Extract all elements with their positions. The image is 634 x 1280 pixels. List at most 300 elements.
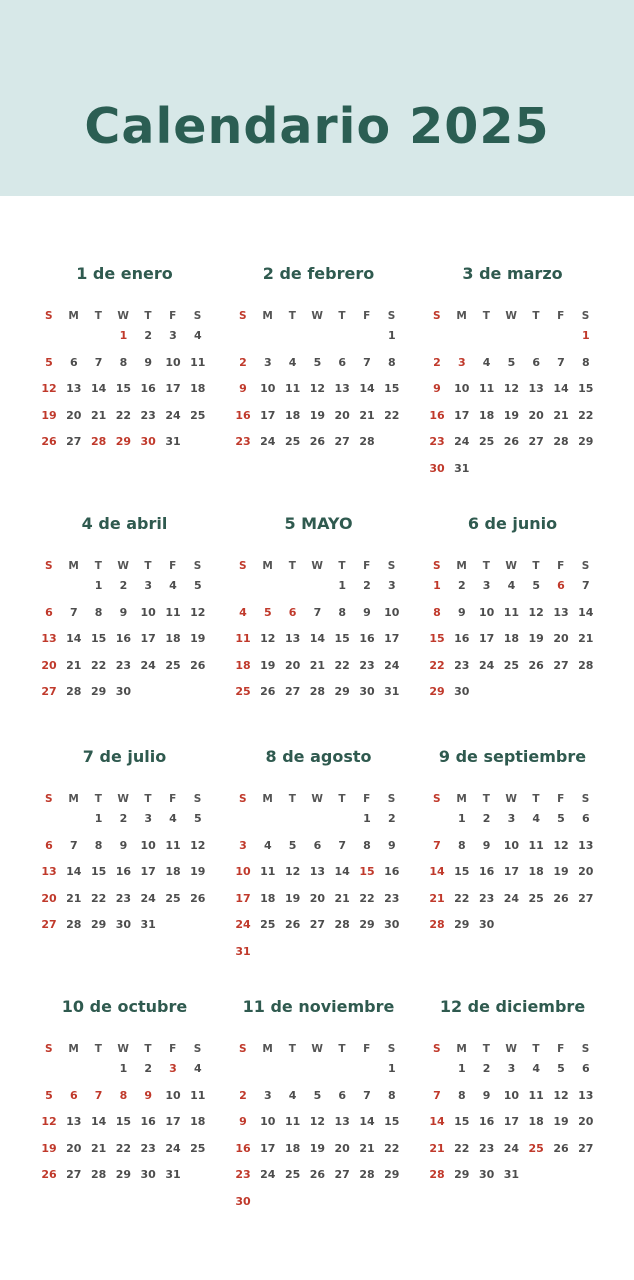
calendar-day: 19 (260, 658, 276, 672)
calendar-day: 31 (140, 918, 156, 931)
calendar-day: 26 (41, 435, 57, 448)
calendar-day: 23 (115, 658, 132, 672)
calendar-day: 2 (119, 579, 128, 592)
calendar-day: 31 (384, 685, 400, 698)
calendar-day: 6 (557, 579, 565, 592)
calendar-day: 10 (260, 382, 276, 395)
calendar-day: 28 (578, 658, 594, 672)
calendar-day: 2 (482, 1062, 491, 1075)
calendar-day: 12 (553, 1088, 569, 1102)
calendar-day: 11 (165, 605, 181, 619)
calendar-day: 19 (41, 1141, 57, 1155)
calendar-day: 25 (528, 891, 544, 905)
calendar-day: 16 (478, 1115, 495, 1128)
calendar-day: 28 (359, 435, 375, 448)
month-title: 7 de julio (82, 747, 167, 766)
calendar-day: 6 (69, 355, 78, 369)
header-banner (0, 0, 634, 196)
weekday-header: W (117, 310, 130, 322)
calendar-day: 24 (260, 435, 276, 448)
weekday-header: S (44, 560, 54, 572)
calendar-day: 1 (433, 579, 441, 592)
calendar-day: 29 (578, 435, 594, 448)
calendar-day: 6 (338, 1088, 347, 1102)
calendar-day: 14 (553, 382, 569, 395)
weekday-header: W (117, 793, 130, 805)
weekday-header: T (94, 560, 103, 572)
weekday-header: F (557, 310, 565, 322)
calendar-day: 25 (165, 658, 181, 672)
calendar-day: 9 (119, 605, 128, 619)
calendar-day: 25 (528, 1141, 544, 1155)
calendar-day: 26 (553, 1141, 569, 1155)
calendar-day: 4 (169, 579, 177, 592)
calendar-day: 4 (532, 812, 541, 825)
calendar-day: 7 (557, 355, 565, 369)
weekday-header: S (44, 793, 54, 805)
calendar-day: 18 (165, 865, 181, 878)
calendar-day: 16 (115, 632, 132, 645)
calendar-day: 4 (263, 838, 272, 852)
calendar-day: 15 (384, 382, 400, 395)
calendar-day: 22 (115, 408, 132, 422)
calendar-day: 13 (41, 865, 57, 878)
calendar-day: 9 (482, 1088, 491, 1102)
weekday-header: W (311, 560, 324, 572)
calendar-day: 21 (429, 1141, 445, 1155)
calendar-day: 17 (503, 1115, 520, 1128)
calendar-day: 5 (193, 812, 202, 825)
calendar-day: 29 (454, 1168, 470, 1181)
calendar-day: 6 (313, 838, 322, 852)
weekday-header: S (581, 793, 590, 805)
weekday-header: T (288, 560, 297, 572)
weekday-header: W (505, 310, 518, 322)
calendar-day: 3 (507, 1062, 516, 1075)
calendar-day: 4 (193, 329, 202, 342)
calendar-day: 28 (334, 918, 350, 931)
weekday-header: T (482, 560, 491, 572)
weekday-header: M (68, 1043, 80, 1055)
calendar-day: 6 (581, 812, 590, 825)
calendar-day: 22 (454, 891, 470, 905)
calendar-day: 7 (94, 355, 103, 369)
calendar-day: 31 (165, 435, 181, 448)
calendar-day: 9 (239, 1115, 247, 1128)
calendar-day: 16 (384, 865, 400, 878)
calendar-day: 25 (284, 1168, 301, 1181)
calendar-day: 8 (94, 605, 103, 619)
calendar-day: 3 (457, 355, 466, 369)
calendar-day: 7 (313, 605, 322, 619)
calendar-day: 8 (119, 355, 128, 369)
weekday-header: T (532, 560, 541, 572)
calendar-day: 28 (66, 918, 82, 931)
calendar-day: 29 (454, 918, 470, 931)
weekday-header: T (338, 310, 347, 322)
calendar-day: 12 (309, 382, 326, 395)
calendar-day: 27 (528, 435, 544, 448)
calendar-day: 1 (94, 812, 103, 825)
calendar-day: 30 (478, 918, 495, 931)
calendar-day: 15 (359, 865, 375, 878)
calendar-day: 7 (581, 579, 590, 592)
weekday-header: S (44, 310, 54, 322)
calendar-day: 6 (532, 355, 541, 369)
weekday-header: T (338, 1043, 347, 1055)
calendar-day: 15 (429, 632, 445, 645)
calendar-day: 14 (66, 632, 82, 645)
calendar-day: 23 (359, 658, 375, 672)
calendar-day: 20 (41, 658, 57, 672)
calendar-day: 22 (90, 891, 107, 905)
calendar-day: 15 (115, 1115, 132, 1128)
calendar-day: 16 (140, 382, 156, 395)
calendar-day: 1 (119, 1062, 128, 1075)
calendar-day: 21 (429, 891, 445, 905)
month-title: 12 de diciembre (439, 997, 586, 1016)
calendar-day: 27 (334, 1168, 350, 1181)
weekday-header: T (288, 310, 297, 322)
calendar-day: 3 (263, 355, 272, 369)
calendar-day: 10 (454, 382, 470, 395)
calendar-day: 5 (45, 355, 53, 369)
calendar-day: 28 (429, 1168, 445, 1181)
calendar-day: 16 (140, 1115, 156, 1128)
calendar-day: 27 (66, 435, 82, 448)
weekday-header: F (363, 560, 371, 572)
calendar-day: 22 (429, 658, 445, 672)
calendar-day: 27 (284, 685, 301, 698)
calendar-day: 15 (454, 1115, 470, 1128)
weekday-header: W (117, 1043, 130, 1055)
weekday-header: S (238, 310, 248, 322)
calendar-day: 12 (309, 1115, 326, 1128)
calendar-day: 28 (429, 918, 445, 931)
weekday-header: T (482, 793, 491, 805)
weekday-header: T (532, 793, 541, 805)
calendar-day: 14 (429, 1115, 445, 1128)
calendar-day: 9 (387, 838, 396, 852)
calendar-day: 13 (334, 1115, 350, 1128)
calendar-day: 12 (528, 605, 544, 619)
calendar-day: 8 (119, 1088, 128, 1102)
calendar-day: 13 (553, 605, 569, 619)
calendar-day: 16 (359, 632, 375, 645)
calendar-day: 22 (578, 408, 594, 422)
weekday-header: T (482, 1043, 491, 1055)
calendar-day: 24 (260, 1168, 276, 1181)
weekday-header: T (144, 560, 153, 572)
month-title: 10 de octubre (61, 997, 188, 1016)
calendar-day: 8 (457, 1088, 466, 1102)
calendar-day: 13 (528, 382, 544, 395)
calendar-day: 5 (263, 605, 272, 619)
calendar-day: 8 (581, 355, 590, 369)
calendar-day: 11 (478, 382, 495, 395)
calendar-day: 19 (528, 632, 544, 645)
calendar-day: 4 (169, 812, 177, 825)
calendar-day: 19 (190, 632, 206, 645)
weekday-header: T (482, 310, 491, 322)
calendar-day: 13 (578, 838, 594, 852)
calendar-day: 4 (507, 579, 516, 592)
calendar-day: 7 (69, 838, 78, 852)
calendar-day: 6 (581, 1062, 590, 1075)
weekday-header: S (238, 560, 248, 572)
calendar-day: 12 (503, 382, 520, 395)
calendar-day: 20 (66, 408, 82, 422)
calendar-day: 24 (503, 891, 520, 905)
weekday-header: T (338, 793, 347, 805)
calendar-day: 26 (260, 685, 276, 698)
calendar-day: 17 (140, 865, 156, 878)
calendar-day: 7 (363, 355, 371, 369)
calendar-day: 24 (384, 658, 400, 672)
calendar-day: 2 (144, 1062, 153, 1075)
calendar-day: 27 (66, 1168, 82, 1181)
calendar-day: 20 (334, 1141, 350, 1155)
calendar-day: 13 (284, 632, 301, 645)
calendar-day: 11 (503, 605, 520, 619)
calendar-day: 20 (41, 891, 57, 905)
weekday-header: T (288, 1043, 297, 1055)
calendar-day: 17 (478, 632, 495, 645)
calendar-day: 2 (119, 812, 128, 825)
calendar-day: 29 (334, 685, 350, 698)
calendar-day: 31 (454, 461, 470, 475)
calendar-day: 13 (41, 632, 57, 645)
calendar-day: 16 (454, 632, 470, 645)
calendar-day: 27 (553, 658, 569, 672)
calendar-day: 9 (433, 382, 441, 395)
calendar-day: 11 (284, 1115, 301, 1128)
calendar-day: 26 (309, 435, 326, 448)
calendar-day: 26 (284, 918, 301, 931)
weekday-header: S (432, 560, 442, 572)
weekday-header: T (144, 793, 153, 805)
calendar-day: 23 (140, 1141, 156, 1155)
calendar-day: 4 (239, 605, 247, 619)
calendar-day: 30 (235, 1194, 251, 1208)
weekday-header: M (456, 310, 468, 322)
month-title: 9 de septiembre (438, 747, 587, 766)
calendar-day: 23 (478, 891, 495, 905)
calendar-day: 25 (235, 685, 251, 698)
calendar-day: 14 (429, 865, 445, 878)
calendar-day: 24 (235, 918, 251, 931)
calendar-day: 17 (384, 632, 400, 645)
calendar-day: 3 (169, 1062, 177, 1075)
calendar-day: 14 (359, 382, 375, 395)
calendar-day: 16 (235, 408, 251, 422)
calendar-day: 29 (429, 685, 445, 698)
weekday-header: S (581, 1043, 590, 1055)
calendar-day: 10 (165, 355, 181, 369)
calendar-day: 17 (165, 1115, 181, 1128)
calendar-day: 11 (284, 382, 301, 395)
calendar-day: 15 (384, 1115, 400, 1128)
calendar-day: 29 (90, 685, 107, 698)
calendar-day: 21 (553, 408, 569, 422)
calendar-day: 5 (193, 579, 202, 592)
calendar-day: 10 (260, 1115, 276, 1128)
calendar-day: 11 (235, 632, 251, 645)
month-title: 2 de febrero (262, 264, 375, 283)
calendar-day: 29 (115, 435, 132, 448)
calendar-day: 1 (94, 579, 103, 592)
calendar-day: 28 (553, 435, 569, 448)
calendar-day: 7 (69, 605, 78, 619)
weekday-header: M (68, 793, 80, 805)
calendar-day: 2 (433, 355, 441, 369)
month-title: 3 de marzo (462, 264, 563, 283)
weekday-header: T (338, 560, 347, 572)
calendar-day: 6 (69, 1088, 78, 1102)
calendar-day: 26 (528, 658, 544, 672)
calendar-day: 2 (482, 812, 491, 825)
calendar-day: 2 (144, 329, 153, 342)
calendar-day: 12 (284, 865, 301, 878)
calendar-day: 25 (165, 891, 181, 905)
weekday-header: T (94, 310, 103, 322)
weekday-header: S (387, 560, 396, 572)
calendar-day: 31 (235, 944, 251, 958)
calendar-day: 30 (140, 1168, 156, 1181)
weekday-header: M (262, 1043, 274, 1055)
calendar-day: 18 (284, 408, 301, 422)
weekday-header: W (311, 1043, 324, 1055)
calendar-day: 21 (66, 658, 82, 672)
calendar-day: 12 (190, 605, 206, 619)
weekday-header: M (262, 793, 274, 805)
month-title: 11 de noviembre (242, 997, 395, 1016)
calendar-day: 1 (119, 329, 128, 342)
calendar-day: 17 (260, 408, 276, 422)
calendar-day: 23 (140, 408, 156, 422)
calendar-day: 20 (284, 658, 301, 672)
calendar-day: 6 (45, 838, 53, 852)
weekday-header: F (363, 793, 371, 805)
calendar-day: 22 (334, 658, 350, 672)
weekday-header: F (169, 1043, 177, 1055)
calendar-day: 18 (528, 1115, 544, 1128)
calendar-day: 8 (338, 605, 347, 619)
calendar-day: 25 (260, 918, 276, 931)
calendar-day: 22 (454, 1141, 470, 1155)
calendar-day: 26 (190, 891, 206, 905)
calendar-day: 8 (387, 1088, 396, 1102)
calendar-day: 31 (503, 1168, 520, 1181)
calendar-day: 18 (235, 658, 251, 672)
calendar-day: 23 (235, 435, 251, 448)
calendar-day: 1 (457, 812, 466, 825)
calendar-day: 13 (309, 865, 326, 878)
calendar-day: 10 (384, 605, 400, 619)
calendar-day: 22 (384, 1141, 400, 1155)
calendar-day: 3 (144, 579, 153, 592)
calendar-day: 11 (528, 1088, 544, 1102)
calendar-day: 25 (190, 408, 206, 422)
calendar-day: 12 (41, 382, 57, 395)
calendar-day: 29 (90, 918, 107, 931)
calendar-day: 17 (235, 891, 251, 905)
calendar-day: 27 (41, 918, 57, 931)
calendar-day: 7 (94, 1088, 103, 1102)
weekday-header: F (363, 1043, 371, 1055)
calendar-day: 8 (363, 838, 371, 852)
calendar-day: 4 (482, 355, 491, 369)
calendar-day: 5 (557, 1062, 565, 1075)
calendar-day: 26 (190, 658, 206, 672)
calendar-day: 20 (578, 865, 594, 878)
calendar-day: 20 (309, 891, 326, 905)
calendar-day: 18 (284, 1141, 301, 1155)
weekday-header: F (557, 560, 565, 572)
calendar-day: 7 (433, 1088, 441, 1102)
calendar-day: 10 (165, 1088, 181, 1102)
calendar-day: 16 (115, 865, 132, 878)
calendar-day: 23 (235, 1168, 251, 1181)
weekday-header: M (262, 310, 274, 322)
calendar-day: 8 (94, 838, 103, 852)
calendar-day: 20 (528, 408, 544, 422)
calendar-day: 6 (45, 605, 53, 619)
calendar-day: 30 (384, 918, 400, 931)
calendar-day: 25 (190, 1141, 206, 1155)
weekday-header: S (387, 1043, 396, 1055)
month-title: 8 de agosto (265, 747, 372, 766)
weekday-header: M (262, 560, 274, 572)
calendar-day: 16 (235, 1141, 251, 1155)
weekday-header: W (505, 560, 518, 572)
calendar-day: 3 (482, 579, 491, 592)
calendar-day: 4 (532, 1062, 541, 1075)
calendar-day: 8 (433, 605, 441, 619)
weekday-header: F (557, 1043, 565, 1055)
calendar-day: 23 (429, 435, 445, 448)
calendar-day: 19 (284, 891, 301, 905)
weekday-header: F (557, 793, 565, 805)
calendar-day: 31 (165, 1168, 181, 1181)
calendar-day: 22 (115, 1141, 132, 1155)
calendar-day: 14 (66, 865, 82, 878)
calendar-day: 24 (140, 891, 156, 905)
calendar-day: 13 (334, 382, 350, 395)
calendar-day: 17 (503, 865, 520, 878)
calendar-day: 27 (309, 918, 326, 931)
weekday-header: M (68, 310, 80, 322)
calendar-day: 14 (309, 632, 326, 645)
calendar-day: 24 (503, 1141, 520, 1155)
calendar-day: 18 (165, 632, 181, 645)
calendar-day: 10 (503, 838, 520, 852)
calendar-day: 11 (190, 355, 206, 369)
calendar-day: 3 (239, 838, 247, 852)
calendar-day: 8 (457, 838, 466, 852)
calendar-day: 30 (140, 435, 156, 448)
calendar-day: 17 (454, 408, 470, 422)
calendar-day: 21 (334, 891, 350, 905)
calendar-day: 23 (384, 891, 400, 905)
calendar-day: 25 (503, 658, 520, 672)
calendar-day: 10 (235, 865, 251, 878)
calendar-day: 15 (115, 382, 132, 395)
weekday-header: F (363, 310, 371, 322)
calendar-day: 2 (387, 812, 396, 825)
weekday-header: W (117, 560, 130, 572)
weekday-header: S (432, 310, 442, 322)
